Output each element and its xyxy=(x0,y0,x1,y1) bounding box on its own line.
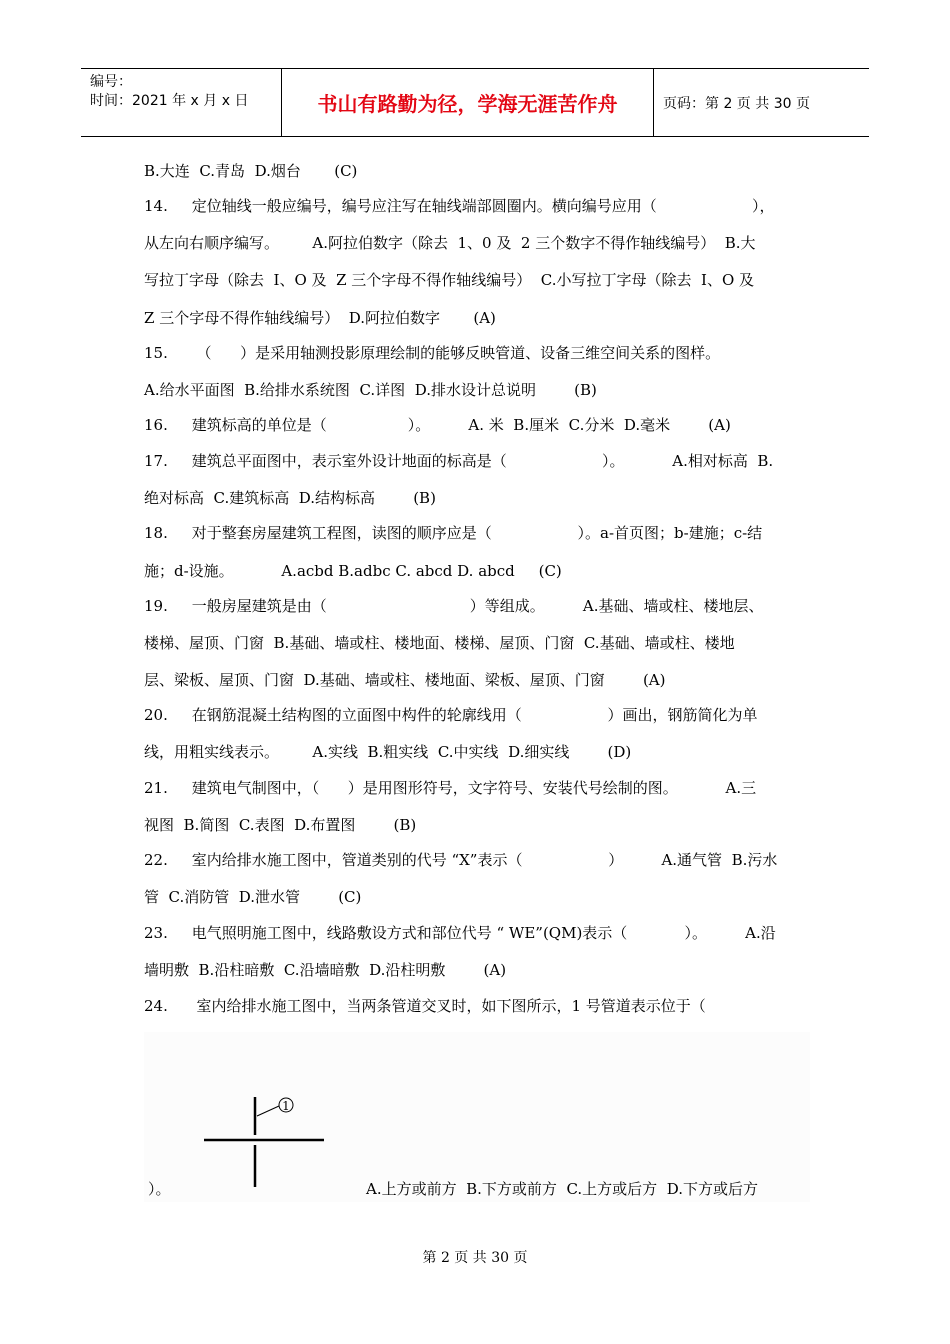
question-line: 22. 室内给排水施工图中，管道类别的代号 “X”表示（ ） A.通气管 B.污水 xyxy=(144,851,778,869)
question-line: 14. 定位轴线一般应编号，编号应注写在轴线端部圆圈内。横向编号应用（ ）， xyxy=(144,197,775,215)
header-page-info: 页码：第 2 页 共 30 页 xyxy=(663,95,810,112)
header-meta-cell xyxy=(81,69,282,136)
question-line: 23. 电气照明施工图中，线路敷设方式和部位代号 “ WE”(QM)表示（ ）。 A.沿 xyxy=(144,924,776,942)
question-line: 24. 室内给排水施工图中，当两条管道交叉时，如下图所示，1 号管道表示位于（ xyxy=(144,997,706,1015)
question-line: B.大连 C.青岛 D.烟台 (C) xyxy=(144,162,358,180)
question-line: 20. 在钢筋混凝土结构图的立面图中构件的轮廓线用（ ）画出，钢筋简化为单 xyxy=(144,706,758,724)
question-line: 墙明敷 B.沿柱暗敷 C.沿墙暗敷 D.沿柱明敷 (A) xyxy=(144,961,507,979)
question-line: 绝对标高 C.建筑标高 D.结构标高 (B) xyxy=(144,489,436,507)
question-24-options: A.上方或前方 B.下方或前方 C.上方或后方 D.下方或后方 xyxy=(366,1180,758,1198)
question-line: 视图 B.简图 C.表图 D.布置图 (B) xyxy=(144,816,417,834)
question-line: 19. 一般房屋建筑是由（ ）等组成。 A.基础、墙或柱、楼地层、 xyxy=(144,597,764,615)
header-motto: 书山有路勤为径，学海无涯苦作舟 xyxy=(282,69,654,136)
question-line: 施；d-设施。 A.acbd B.adbc C. abcd D. abcd (C) xyxy=(144,562,562,580)
question-line: A.给水平面图 B.给排水系统图 C.详图 D.排水设计总说明 (B) xyxy=(144,381,597,399)
question-line: Z 三个字母不得作轴线编号） D.阿拉伯数字 (A) xyxy=(144,309,496,327)
leader-line xyxy=(257,1106,279,1116)
question-line: 层、梁板、屋顶、门窗 D.基础、墙或柱、楼地面、梁板、屋顶、门窗 (A) xyxy=(144,671,666,689)
question-line: 16. 建筑标高的单位是（ ）。 A. 米 B.厘米 C.分米 D.毫米 (A) xyxy=(144,416,731,434)
page-footer: 第 2 页 共 30 页 xyxy=(422,1250,528,1266)
question-line: 线，用粗实线表示。 A.实线 B.粗实线 C.中实线 D.细实线 (D) xyxy=(144,743,632,761)
question-line: 21. 建筑电气制图中，（ ）是用图形符号，文字符号、安装代号绘制的图。 A.三 xyxy=(144,779,757,797)
question-line: 17. 建筑总平面图中，表示室外设计地面的标高是（ ）。 A.相对标高 B. xyxy=(144,452,774,470)
time-label: 时间：2021 年 x 月 x 日 xyxy=(90,93,249,109)
question-line: 管 C.消防管 D.泄水管 (C) xyxy=(144,888,362,906)
pipe-crossing-figure xyxy=(144,1032,810,1202)
pipe-crossing-diagram xyxy=(184,1082,324,1192)
question-line: 从左向右顺序编写。 A.阿拉伯数字（除去 1、0 及 2 三个数字不得作轴线编号） B.大 xyxy=(144,234,756,252)
header-table xyxy=(81,68,869,137)
serial-label: 编号： xyxy=(90,74,132,90)
question-line: 18. 对于整套房屋建筑工程图，读图的顺序应是（ ）。a-首页图；b-建施；c-结 xyxy=(144,524,763,542)
answer-blank-close: ）。 xyxy=(148,1180,171,1198)
pipe-label-number: 1 xyxy=(282,1099,290,1113)
question-line: 写拉丁字母（除去 I、O 及 Z 三个字母不得作轴线编号） C.小写拉丁字母（除去 I、O 及 xyxy=(144,271,755,289)
question-line: 楼梯、屋顶、门窗 B.基础、墙或柱、楼地面、楼梯、屋顶、门窗 C.基础、墙或柱、楼地 xyxy=(144,634,735,652)
question-line: 15. （ ）是采用轴测投影原理绘制的能够反映管道、设备三维空间关系的图样。 xyxy=(144,344,721,362)
